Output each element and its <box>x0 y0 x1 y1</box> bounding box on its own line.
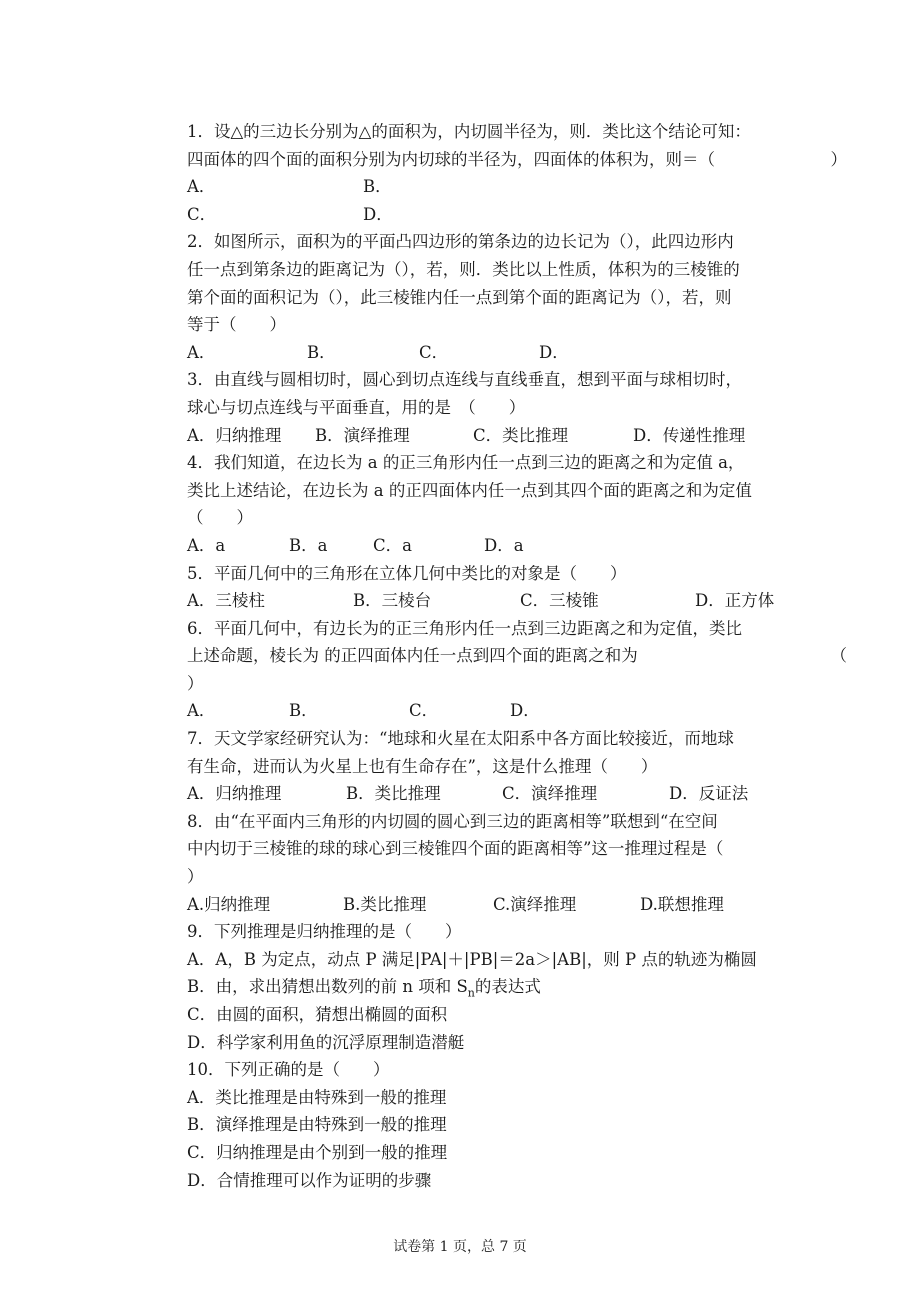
option-b-cont: 的表达式 <box>474 977 541 997</box>
option-a: A．a <box>187 535 226 555</box>
question-4-text: 4．我们知道，在边长为 a 的正三角形内任一点到三边的距离之和为定值 a， <box>187 453 745 473</box>
option-b: B．由，求出猜想出数列的前 n 项和 S <box>187 977 468 997</box>
option-d: D．传递性推理 <box>633 425 746 445</box>
question-1-options-cd <box>187 201 847 229</box>
subscript-n: n <box>467 986 475 1000</box>
question-6-line-3 <box>187 670 847 698</box>
option-a: A． <box>187 177 216 197</box>
question-4-line-3 <box>187 504 847 532</box>
option-d: D．反证法 <box>669 784 749 804</box>
question-5-line-1 <box>187 560 847 588</box>
answer-paren-close: ） <box>187 867 204 887</box>
answer-paren-close: ） <box>187 673 204 693</box>
option-b: B.类比推理 <box>343 894 427 914</box>
option-c: C．演绎推理 <box>502 784 598 804</box>
option-d: D．a <box>484 535 524 555</box>
option-c: C．由圆的面积，猜想出椭圆的面积 <box>187 1005 448 1024</box>
option-c: C． <box>409 701 439 721</box>
question-3-text-cont: 球心与切点连线与平面垂直，用的是 （ ） <box>187 397 526 417</box>
question-5-text: 5．平面几何中的三角形在立体几何中类比的对象是（ ） <box>187 563 627 583</box>
question-2-text: 2．如图所示，面积为的平面凸四边形的第条边的边长记为（），此四边形内 <box>187 232 734 252</box>
question-list <box>187 118 847 1194</box>
question-1-text-cont: 四面体的四个面的面积分别为内切球的半径为，四面体的体积为，则＝（ <box>187 149 715 169</box>
option-b: B． <box>363 177 392 197</box>
question-2-text-cont: 第个面的面积记为（），此三棱锥内任一点到第个面的距离记为（），若，则 <box>187 287 732 307</box>
question-6-line-1 <box>187 615 847 643</box>
question-2-text-cont: 任一点到第条边的距离记为（），若，则．类比以上性质，体积为的三棱锥的 <box>187 259 740 279</box>
question-7-line-2 <box>187 753 847 781</box>
option-a: A．类比推理是由特殊到一般的推理 <box>187 1087 447 1107</box>
question-9-option-a <box>187 946 847 974</box>
question-6-text: 6．平面几何中，有边长为的正三角形内任一点到三边距离之和为定值，类比 <box>187 618 742 638</box>
question-1-line-1 <box>187 118 847 146</box>
option-c: C．归纳推理是由个别到一般的推理 <box>187 1142 448 1162</box>
question-10-option-b <box>187 1111 847 1139</box>
question-8-options <box>187 891 847 919</box>
question-2-line-1 <box>187 228 847 256</box>
option-a: A.归纳推理 <box>187 894 271 914</box>
question-8-line-1 <box>187 808 847 836</box>
question-8-text-cont: 中内切于三棱锥的球的球心到三棱锥四个面的距离相等”这一推理过程是（ <box>187 839 724 859</box>
question-1-options-ab <box>187 173 847 201</box>
question-4-line-2 <box>187 477 847 505</box>
option-d: D．科学家利用鱼的沉浮原理制造潜艇 <box>187 1032 465 1052</box>
option-a: A．A，B 为定点，动点 P 满足|PA|＋|PB|＝2a＞|AB|，则 P 点的轨迹为椭圆 <box>187 949 757 969</box>
option-b: B．a <box>289 535 328 555</box>
option-b: B．类比推理 <box>346 784 441 804</box>
option-d: D．正方体 <box>695 591 775 611</box>
question-2-line-4 <box>187 311 847 339</box>
question-10-option-a <box>187 1084 847 1112</box>
question-2-line-2 <box>187 256 847 284</box>
option-c: C． <box>187 204 217 224</box>
option-a: A． <box>187 701 216 721</box>
option-d: D． <box>363 204 393 224</box>
question-6-text-cont: 上述命题，棱长为 的正四面体内任一点到四个面的距离之和为 <box>187 646 638 666</box>
question-10-option-c <box>187 1139 847 1167</box>
question-9-option-d <box>187 1029 847 1057</box>
option-d: D． <box>510 701 540 721</box>
question-4-text-cont: 类比上述结论，在边长为 a 的正四面体内任一点到其四个面的距离之和为定值 <box>187 480 752 500</box>
option-d: D.联想推理 <box>640 894 724 914</box>
answer-paren-open: （ <box>830 646 847 666</box>
option-b: B．演绎推理是由特殊到一般的推理 <box>187 1115 447 1135</box>
option-b: B．演绎推理 <box>315 425 410 445</box>
option-c: C．三棱锥 <box>520 591 599 611</box>
question-2-text-cont: 等于（ ） <box>187 315 286 335</box>
option-c: C．类比推理 <box>473 425 569 445</box>
question-7-options <box>187 780 847 808</box>
option-a: A．归纳推理 <box>187 784 282 804</box>
question-1-text: 1．设△的三边长分别为△的面积为，内切圆半径为，则．类比这个结论可知： <box>187 122 751 141</box>
page-footer: 试卷第 1 页，总 7 页 <box>393 1239 527 1255</box>
question-7-line-1 <box>187 725 847 753</box>
question-7-text: 7．天文学家经研究认为：“地球和火星在太阳系中各方面比较接近，而地球 <box>187 729 734 749</box>
option-a: A． <box>187 342 216 362</box>
option-c: C．a <box>373 535 412 555</box>
option-b: B．三棱台 <box>353 591 432 611</box>
question-3-line-2 <box>187 394 847 422</box>
question-5-options <box>187 587 847 615</box>
question-1-line-2 <box>187 146 847 174</box>
question-9-text: 9．下列推理是归纳推理的是（ ） <box>187 922 462 942</box>
question-9-line-1 <box>187 918 847 946</box>
question-4-line-1 <box>187 449 847 477</box>
question-8-line-3 <box>187 863 847 891</box>
option-a: A．归纳推理 <box>187 425 282 445</box>
option-d: D．合情推理可以作为证明的步骤 <box>187 1170 432 1190</box>
question-10-line-1 <box>187 1056 847 1084</box>
option-d: D． <box>539 342 569 362</box>
question-10-option-d <box>187 1167 847 1195</box>
option-c: C． <box>419 342 449 362</box>
answer-paren: ） <box>830 149 847 169</box>
question-2-options <box>187 339 847 367</box>
question-7-text-cont: 有生命，进而认为火星上也有生命存在”，这是什么推理（ ） <box>187 756 658 776</box>
question-10-text: 10．下列正确的是（ ） <box>187 1060 390 1080</box>
question-3-options <box>187 422 847 450</box>
option-b: B． <box>307 342 336 362</box>
question-8-line-2 <box>187 835 847 863</box>
question-3-text: 3．由直线与圆相切时，圆心到切点连线与直线垂直，想到平面与球相切时， <box>187 370 742 390</box>
option-c: C.演绎推理 <box>493 894 577 914</box>
question-8-text: 8．由“在平面内三角形的内切圆的圆心到三边的距离相等”联想到“在空间 <box>187 811 718 831</box>
question-6-line-2 <box>187 642 847 670</box>
question-2-line-3 <box>187 284 847 312</box>
question-9-option-c <box>187 1001 847 1029</box>
option-b: B． <box>289 701 318 721</box>
question-9-option-b <box>187 973 847 1001</box>
answer-paren: （ ） <box>187 508 253 528</box>
option-a: A．三棱柱 <box>187 591 265 611</box>
question-6-options <box>187 697 847 725</box>
question-3-line-1 <box>187 366 847 394</box>
question-4-options <box>187 532 847 560</box>
